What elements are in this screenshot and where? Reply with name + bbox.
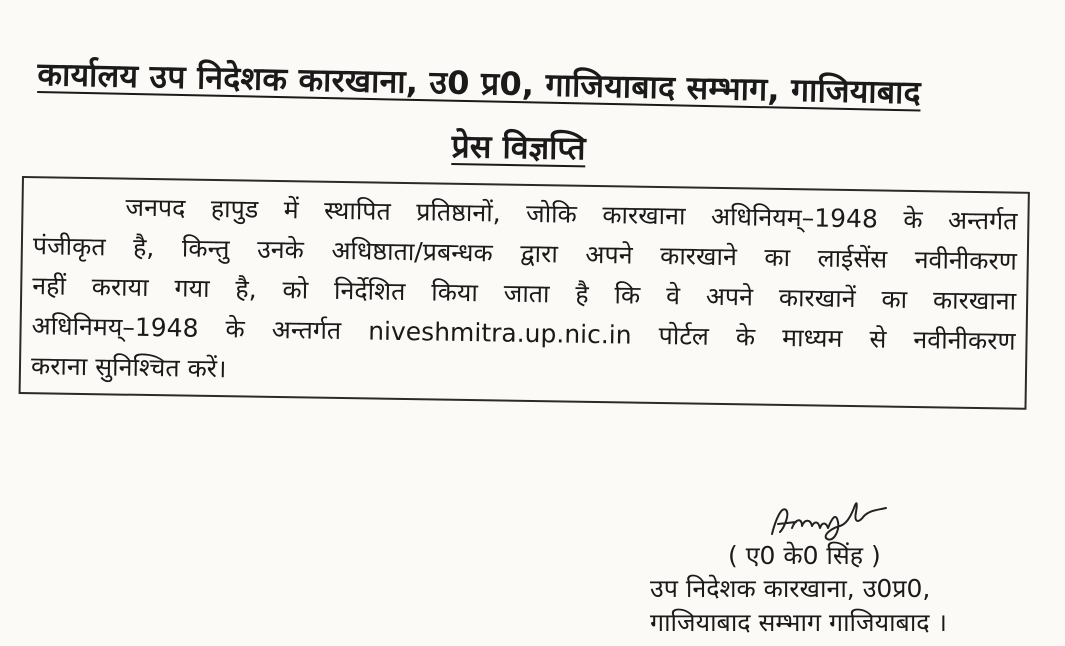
designation-line: उप निदेशक कारखाना, उ0प्र0, — [650, 574, 931, 603]
notice-box — [19, 176, 1030, 410]
press-release-title: प्रेस विज्ञप्ति — [451, 126, 586, 168]
notice-line: कराना सुनिश्चित करें। — [30, 351, 227, 384]
notice-line: अधिनिमय्–1948 के अन्तर्गत niveshmitra.up.nic.in पोर्टल के माध्यम से नवीनीकरण — [31, 311, 1016, 356]
notice-line: पंजीकृत है, किन्तु उनके अधिष्ठाता/प्रबन्धक द्वारा अपने कारखाने का लाईसेंस नवीनीकरण — [32, 231, 1018, 276]
office-heading: कार्यालय उप निदेशक कारखाना, उ0 प्र0, गाजियाबाद सम्भाग, गाजियाबाद — [37, 54, 922, 112]
signatory-designation — [650, 572, 947, 640]
designation-line: गाजियाबाद सम्भाग गाजियाबाद । — [650, 608, 947, 637]
notice-line: नहीं कराया गया है, को निर्देशित किया जाता है कि वे अपने कारखानें का कारखाना — [32, 271, 1017, 316]
notice-line: जनपद हापुड में स्थापित प्रतिष्ठानों, जोकि कारखाना अधिनियम्–1948 के अन्तर्गत — [125, 192, 1018, 236]
signatory-name: ( ए0 के0 सिंह ) — [728, 541, 881, 570]
